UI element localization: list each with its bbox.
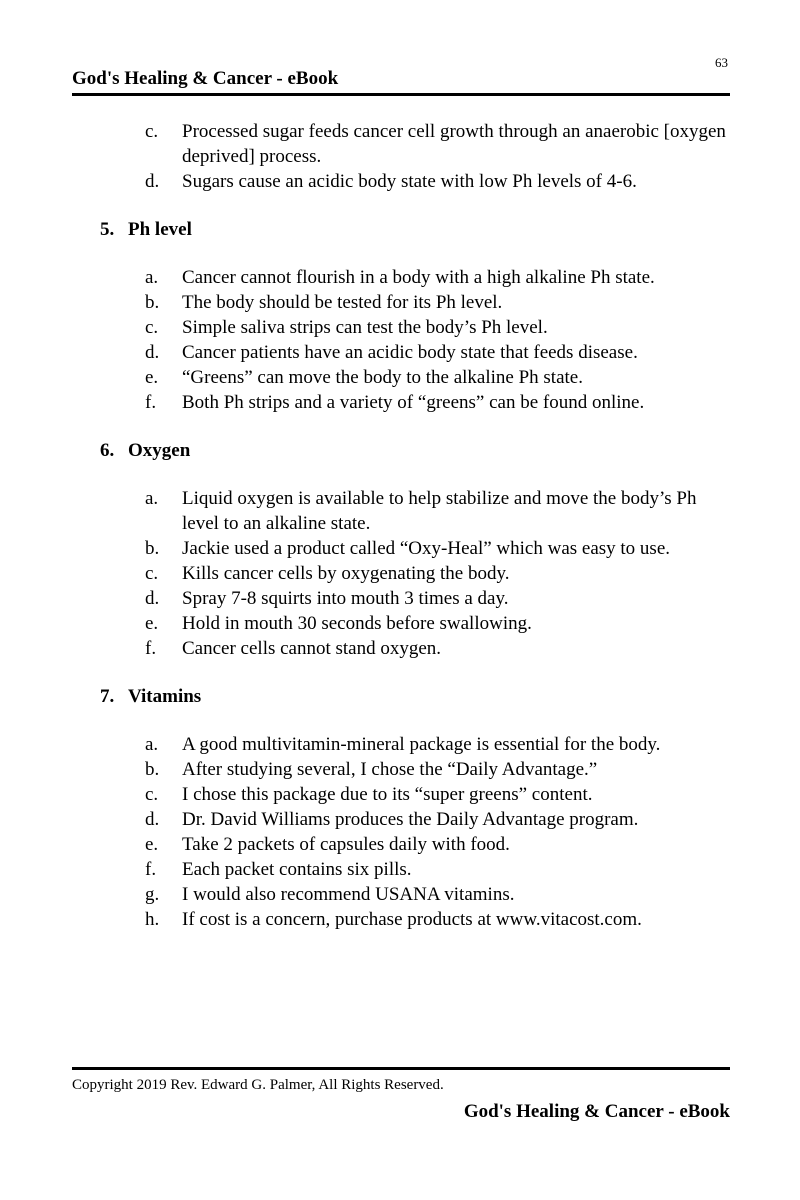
- list-item: [0, 169, 730, 194]
- list-item: [0, 119, 730, 169]
- item-text: Cancer cannot flourish in a body with a high alkaline Ph state.: [182, 267, 655, 288]
- item-text: Spray 7-8 squirts into mouth 3 times a day.: [182, 588, 509, 609]
- item-text: If cost is a concern, purchase products at www.vitacost.com.: [182, 909, 642, 930]
- list-item: [0, 782, 730, 807]
- item-text: The body should be tested for its Ph level.: [182, 292, 503, 313]
- list-item: [0, 757, 730, 782]
- footer-title: God's Healing & Cancer - eBook: [463, 1101, 730, 1122]
- list-item: [0, 857, 730, 882]
- section-number: 7.: [100, 686, 115, 707]
- item-marker: c.: [145, 121, 159, 142]
- item-text: Dr. David Williams produces the Daily Advantage program.: [182, 809, 639, 830]
- header-rule: [72, 93, 730, 96]
- item-marker: a.: [145, 488, 159, 509]
- item-text: Simple saliva strips can test the body’s Ph level.: [182, 317, 548, 338]
- item-marker: e.: [145, 613, 159, 634]
- item-marker: a.: [145, 734, 159, 755]
- item-marker: d.: [145, 588, 160, 609]
- item-marker: f.: [145, 392, 157, 413]
- list-item: [0, 586, 730, 611]
- item-text: Take 2 packets of capsules daily with food.: [182, 834, 510, 855]
- item-marker: b.: [145, 759, 160, 780]
- section-number: 5.: [100, 219, 115, 240]
- item-marker: e.: [145, 834, 159, 855]
- item-marker: h.: [145, 909, 160, 930]
- item-text: Cancer patients have an acidic body state that feeds disease.: [182, 342, 638, 363]
- section-heading-ph-level: [0, 217, 800, 242]
- list-item: [0, 536, 730, 561]
- list-item: [0, 907, 730, 932]
- footer-rule: [72, 1067, 730, 1070]
- item-text: Each packet contains six pills.: [182, 859, 412, 880]
- list-item: [0, 832, 730, 857]
- section-list: [0, 265, 800, 415]
- item-marker: e.: [145, 367, 159, 388]
- item-marker: f.: [145, 638, 157, 659]
- section-number: 6.: [100, 440, 115, 461]
- item-text: I would also recommend USANA vitamins.: [182, 884, 515, 905]
- list-item: [0, 340, 730, 365]
- list-item: [0, 732, 730, 757]
- item-text: “Greens” can move the body to the alkaline Ph state.: [182, 367, 583, 388]
- item-text: A good multivitamin-mineral package is essential for the body.: [182, 734, 661, 755]
- item-marker: d.: [145, 171, 160, 192]
- page-content: [0, 119, 800, 932]
- list-item: [0, 882, 730, 907]
- list-item: [0, 561, 730, 586]
- list-item: [0, 365, 730, 390]
- item-marker: c.: [145, 317, 159, 338]
- item-text: Both Ph strips and a variety of “greens” can be found online.: [182, 392, 645, 413]
- list-item: [0, 265, 730, 290]
- item-text: Sugars cause an acidic body state with low Ph levels of 4-6.: [182, 171, 637, 192]
- item-marker: d.: [145, 809, 160, 830]
- item-marker: f.: [145, 859, 157, 880]
- item-marker: d.: [145, 342, 160, 363]
- list-item: [0, 611, 730, 636]
- item-marker: b.: [145, 538, 160, 559]
- item-text: Processed sugar feeds cancer cell growth through an anaerobic [oxygen deprived] process.: [182, 121, 726, 167]
- item-marker: c.: [145, 784, 159, 805]
- item-text: Hold in mouth 30 seconds before swallowing.: [182, 613, 532, 634]
- list-item: [0, 636, 730, 661]
- item-marker: g.: [145, 884, 160, 905]
- item-marker: a.: [145, 267, 159, 288]
- list-item: [0, 315, 730, 340]
- list-item: [0, 807, 730, 832]
- section-heading-oxygen: [0, 438, 800, 463]
- copyright-notice: Copyright 2019 Rev. Edward G. Palmer, All Rights Reserved.: [72, 1077, 444, 1093]
- list-item: [0, 486, 730, 536]
- section-list: [0, 732, 800, 932]
- list-item: [0, 390, 730, 415]
- section-title: Ph level: [128, 219, 192, 240]
- item-text: Liquid oxygen is available to help stabilize and move the body’s Ph level to an alkaline state.: [182, 488, 697, 534]
- section-heading-vitamins: [0, 684, 800, 709]
- item-marker: c.: [145, 563, 159, 584]
- item-text: I chose this package due to its “super greens” content.: [182, 784, 593, 805]
- section-title: Vitamins: [128, 686, 202, 707]
- section-list: [0, 486, 800, 661]
- item-text: Kills cancer cells by oxygenating the body.: [182, 563, 510, 584]
- item-text: After studying several, I chose the “Daily Advantage.”: [182, 759, 598, 780]
- list-item: [0, 290, 730, 315]
- item-text: Jackie used a product called “Oxy-Heal” which was easy to use.: [182, 538, 671, 559]
- section-title: Oxygen: [128, 440, 191, 461]
- item-marker: b.: [145, 292, 160, 313]
- item-text: Cancer cells cannot stand oxygen.: [182, 638, 442, 659]
- header-title: God's Healing & Cancer - eBook: [72, 68, 339, 89]
- page-number: 63: [715, 55, 728, 70]
